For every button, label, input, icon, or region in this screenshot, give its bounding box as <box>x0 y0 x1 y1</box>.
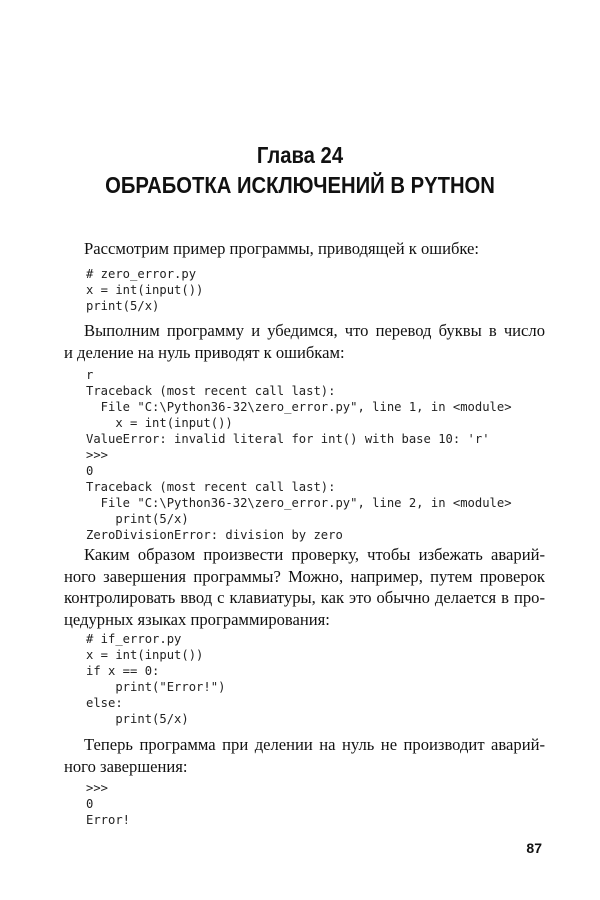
code-line: if x == 0: <box>86 664 160 678</box>
code-line: else: <box>86 696 123 710</box>
code-line: x = int(input()) <box>86 416 233 430</box>
code-line: # zero_error.py <box>86 267 197 281</box>
paragraph-line: ного завершения программы? Можно, например, путем проверок <box>64 566 545 586</box>
paragraph-line: и деление на нуль приводят к ошибкам: <box>64 342 345 362</box>
code-line: print(5/x) <box>86 512 189 526</box>
paragraph-intro <box>64 238 545 260</box>
page-number: 87 <box>526 840 542 856</box>
code-line: ZeroDivisionError: division by zero <box>86 528 343 542</box>
paragraph-now-no-crash <box>64 734 545 777</box>
code-line: >>> <box>86 781 109 795</box>
code-block-error-output <box>86 780 556 828</box>
paragraph-line: Выполним программу и убедимся, что перевод буквы в число <box>84 321 545 340</box>
chapter-title: ОБРАБОТКА ИСКЛЮЧЕНИЙ В PYTHON <box>105 172 495 198</box>
code-line: ValueError: invalid literal for int() with base 10: 'r' <box>86 432 490 446</box>
code-line: Error! <box>86 813 131 827</box>
code-block-traceback-output <box>86 367 556 543</box>
code-line: print("Error!") <box>86 680 226 694</box>
paragraph-run-program <box>64 320 545 363</box>
paragraph-line: Каким образом произвести проверку, чтобы избежать аварий- <box>84 545 545 564</box>
code-line: print(5/x) <box>86 299 160 313</box>
code-line: File "C:\Python36-32\zero_error.py", line 1, in <module> <box>86 400 512 414</box>
paragraph-line: Теперь программа при делении на нуль не производит аварий- <box>84 735 545 754</box>
code-block-zero-error <box>86 266 556 314</box>
paragraph-line: контролировать ввод с клавиатуры, как это обычно делается в про- <box>64 588 545 607</box>
code-block-if-error <box>86 631 556 727</box>
chapter-number: Глава 24 <box>256 142 344 168</box>
code-line: File "C:\Python36-32\zero_error.py", line 2, in <module> <box>86 496 512 510</box>
code-line: print(5/x) <box>86 712 189 726</box>
code-line: Traceback (most recent call last): <box>86 384 336 398</box>
code-line: x = int(input()) <box>86 648 204 662</box>
paragraph-how-to-check <box>64 544 545 630</box>
code-line: x = int(input()) <box>86 283 204 297</box>
code-line: # if_error.py <box>86 632 182 646</box>
code-line: Traceback (most recent call last): <box>86 480 336 494</box>
paragraph-line: цедурных языках программирования: <box>64 609 330 629</box>
paragraph-line: Рассмотрим пример программы, приводящей к ошибке: <box>84 239 480 258</box>
code-line: r <box>86 368 94 382</box>
paragraph-line: ного завершения: <box>64 756 188 776</box>
code-line: 0 <box>86 464 94 478</box>
code-line: >>> <box>86 448 109 462</box>
code-line: 0 <box>86 797 94 811</box>
